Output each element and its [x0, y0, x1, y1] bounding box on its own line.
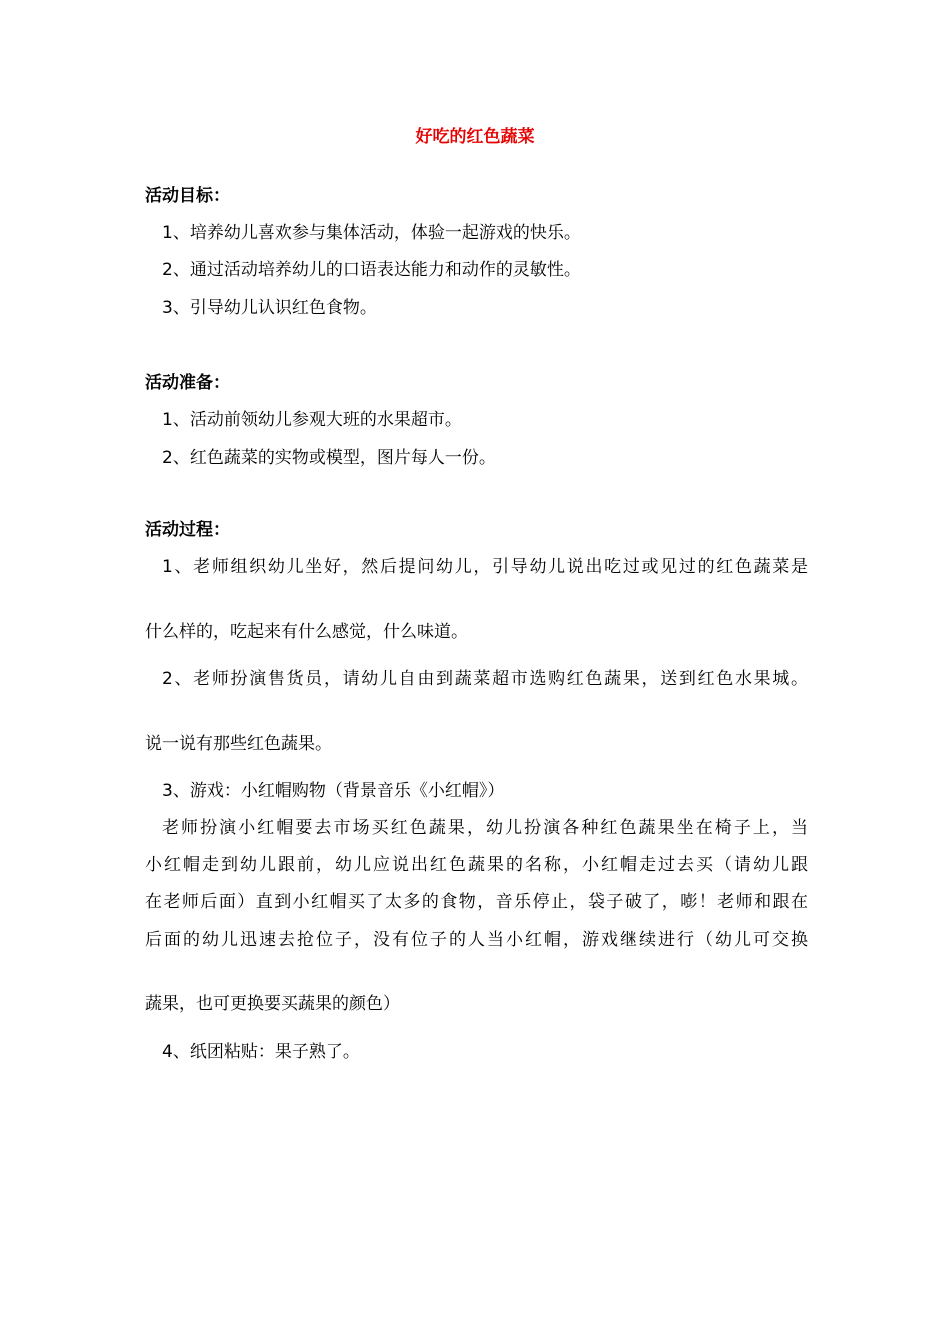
process-line: 后面的幼儿迅速去抢位子，没有位子的人当小红帽，游戏继续进行（幼儿可交换: [145, 930, 808, 950]
process-line: 说一说有那些红色蔬果。: [145, 734, 332, 754]
process-line: 4、纸团粘贴：果子熟了。: [162, 1042, 360, 1062]
process-line: 什么样的，吃起来有什么感觉，什么味道。: [145, 622, 468, 642]
process-heading: 活动过程：: [145, 520, 230, 540]
process-line: 在老师后面）直到小红帽买了太多的食物，音乐停止，袋子破了，嘭！老师和跟在: [145, 892, 808, 912]
goal-item: 2、通过活动培养幼儿的口语表达能力和动作的灵敏性。: [162, 260, 581, 280]
process-line: 3、游戏：小红帽购物（背景音乐《小红帽》）: [162, 781, 505, 801]
goal-item: 1、培养幼儿喜欢参与集体活动，体验一起游戏的快乐。: [162, 223, 581, 243]
document-title: 好吃的红色蔬菜: [415, 127, 535, 147]
preparation-heading: 活动准备：: [145, 373, 230, 393]
process-line: 2、老师扮演售货员，请幼儿自由到蔬菜超市选购红色蔬果，送到红色水果城。: [162, 669, 808, 689]
process-line: 蔬果，也可更换要买蔬果的颜色）: [145, 994, 400, 1014]
goals-heading: 活动目标：: [145, 186, 230, 206]
process-line: 老师扮演小红帽要去市场买红色蔬果，幼儿扮演各种红色蔬果坐在椅子上，当: [162, 818, 808, 838]
process-line: 小红帽走到幼儿跟前，幼儿应说出红色蔬果的名称，小红帽走过去买（请幼儿跟: [145, 855, 808, 875]
preparation-item: 2、红色蔬菜的实物或模型，图片每人一份。: [162, 448, 496, 468]
process-line: 1、老师组织幼儿坐好，然后提问幼儿，引导幼儿说出吃过或见过的红色蔬菜是: [162, 557, 808, 577]
goal-item: 3、引导幼儿认识红色食物。: [162, 298, 377, 318]
preparation-item: 1、活动前领幼儿参观大班的水果超市。: [162, 410, 462, 430]
